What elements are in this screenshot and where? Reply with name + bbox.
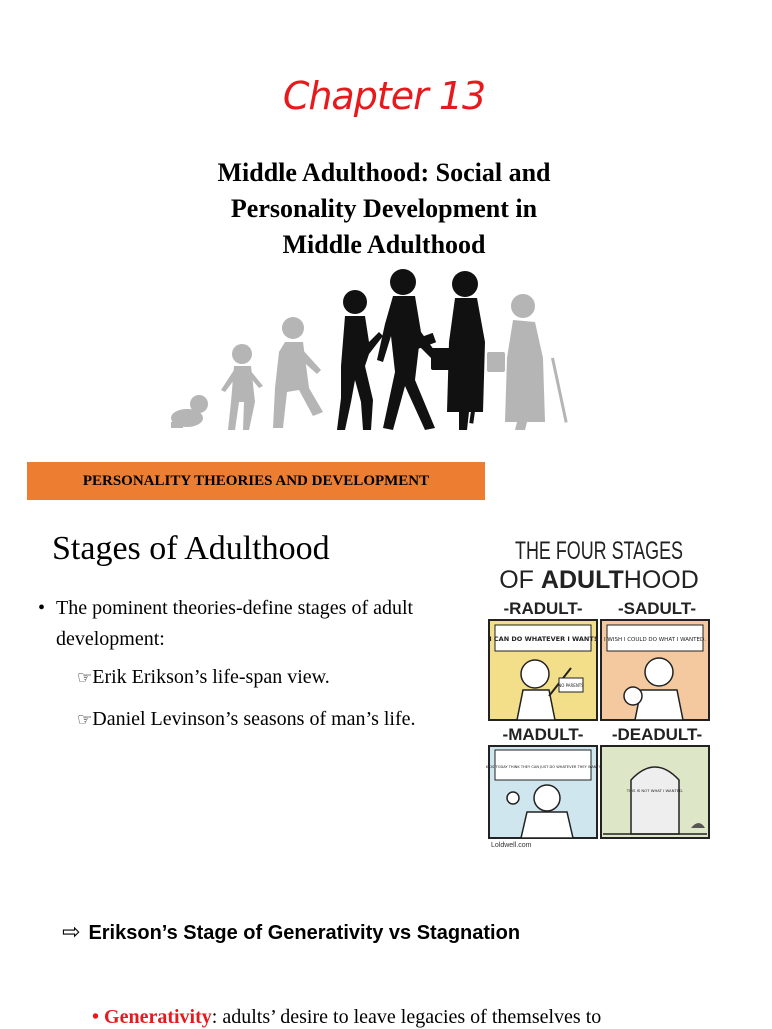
comic-panel-sadult <box>601 620 709 720</box>
sub-item-erikson <box>77 662 457 694</box>
sub-item-text: Erik Erikson’s life-span view. <box>92 666 330 688</box>
pointing-hand-icon: ☞ <box>77 668 93 688</box>
comic-credit: Loldwell.com <box>491 842 532 849</box>
comic-panel-madult <box>486 746 600 838</box>
bullet-dot-icon: • <box>92 1006 105 1028</box>
comic-title-bold: ADULT <box>540 566 624 594</box>
toddler-silhouette <box>221 344 263 430</box>
comic-title-prefix: OF <box>499 566 541 594</box>
panel-4-stage-label: -DEADULT- <box>611 725 703 744</box>
generativity-bullet <box>92 1006 772 1029</box>
child-silhouette <box>273 317 323 428</box>
section-banner: PERSONALITY THEORIES AND DEVELOPMENT <box>27 462 485 500</box>
panel-2-caption: I WISH I COULD DO WHAT I WANTED. <box>604 637 706 643</box>
woman-silhouette <box>377 269 437 430</box>
comic-title-suffix: HOOD <box>623 566 699 594</box>
comic-title-line-1: THE FOUR STAGES <box>515 537 683 565</box>
stages-heading: Stages of Adulthood <box>52 530 330 567</box>
four-stages-of-adulthood-comic <box>485 528 713 850</box>
erikson-stage-heading <box>62 920 520 945</box>
elderly-woman-silhouette <box>487 294 568 430</box>
sub-item-text: Daniel Levinson’s seasons of man’s life. <box>92 708 416 730</box>
panel-1-sign: NO PARENTS <box>558 683 584 688</box>
comic-panel-radult <box>489 620 597 720</box>
generativity-definition: : adults’ desire to leave legacies of themselves to <box>211 1006 602 1028</box>
comic-title-line-2 <box>499 566 699 594</box>
subtitle-line-1: Middle Adulthood: Social and <box>217 158 551 187</box>
sub-item-levinson <box>77 704 457 736</box>
baby-silhouette <box>171 395 208 428</box>
subtitle-line-3: Middle Adulthood <box>282 230 486 259</box>
middle-aged-woman-silhouette <box>431 271 485 430</box>
intro-bullet <box>38 593 458 655</box>
panel-3-stage-label: -MADULT- <box>502 725 584 744</box>
panel-1-stage-label: -RADULT- <box>503 599 583 618</box>
panel-2-stage-label: -SADULT- <box>617 599 697 618</box>
generativity-term: Generativity <box>104 1006 212 1028</box>
erikson-heading-text: Erikson’s Stage of Generativity vs Stagnation <box>88 922 521 944</box>
panel-3-caption: KIDS TODAY THINK THEY CAN JUST DO WHATEVER THEY WANT! <box>485 765 601 769</box>
intro-bullet-text: The pominent theories-define stages of adult development: <box>56 597 414 650</box>
chapter-subtitle <box>150 155 618 263</box>
pointing-hand-icon: ☞ <box>77 710 93 730</box>
panel-1-caption: I CAN DO WHATEVER I WANT! <box>489 635 597 643</box>
panel-4-caption: THIS IS NOT WHAT I WANTED. <box>626 788 684 793</box>
right-arrow-icon: ⇨ <box>62 920 81 945</box>
teen-silhouette <box>337 290 383 430</box>
chapter-title: Chapter 13 <box>282 74 486 118</box>
subtitle-line-2: Personality Development in <box>230 194 538 223</box>
life-stages-silhouette-illustration <box>165 262 585 434</box>
comic-panel-deadult <box>601 746 709 838</box>
bullet-dot-icon: • <box>38 597 46 619</box>
